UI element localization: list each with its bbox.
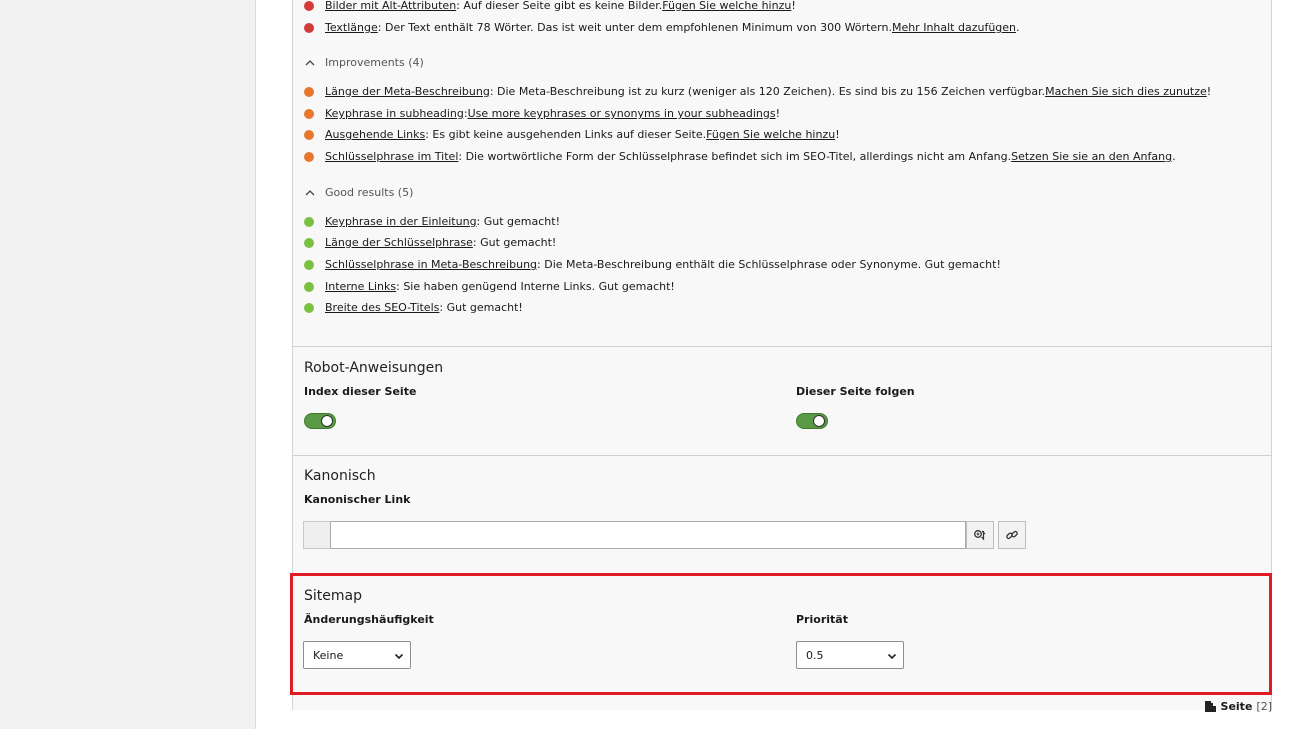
canonical-link-label: Kanonischer Link [304, 493, 411, 506]
priority-label: Priorität [796, 613, 848, 626]
assessment-link[interactable]: Keyphrase in der Einleitung [325, 215, 477, 228]
assessment-text: : Die wortwörtliche Form der Schlüsselphrase befindet sich im SEO-Titel, allerdings nicht am Anfang. [458, 150, 1012, 163]
section-divider [292, 455, 1272, 456]
assessment-text: : Die Meta-Beschreibung ist zu kurz (weniger als 120 Zeichen). Es sind bis zu 156 Zeichen verfügbar. [489, 85, 1046, 98]
change-frequency-label: Änderungshäufigkeit [304, 613, 434, 626]
page-record-indicator [1203, 700, 1272, 713]
assessment-link[interactable]: Textlänge [325, 21, 378, 34]
assessment-tail: ! [791, 0, 796, 12]
green-status-dot-icon [304, 238, 314, 248]
assessment-link[interactable]: Interne Links [325, 280, 397, 293]
orange-status-dot-icon [304, 87, 314, 97]
improvement-item [304, 128, 840, 142]
assessment-tail: . [1016, 21, 1020, 34]
orange-status-dot-icon [304, 109, 314, 119]
assessment-link[interactable]: Schlüsselphrase in Meta-Beschreibung [325, 258, 538, 271]
page-type-label: Seite [1220, 700, 1253, 713]
red-status-dot-icon [304, 23, 314, 33]
assessment-link[interactable]: Breite des SEO-Titels [325, 301, 440, 314]
assessment-text: : Gut gemacht! [476, 215, 561, 228]
robots-section-title: Robot-Anweisungen [304, 360, 444, 376]
improvement-item [304, 150, 1176, 164]
page-id: [2] [1256, 700, 1272, 713]
left-gutter [0, 0, 256, 729]
assessment-link[interactable]: Bilder mit Alt-Attributen [325, 0, 457, 12]
canonical-link-input[interactable] [330, 521, 966, 549]
assessment-text: : Es gibt keine ausgehenden Links auf dieser Seite. [425, 128, 707, 141]
orange-status-dot-icon [304, 130, 314, 140]
link-wizard-icon [973, 528, 987, 542]
red-status-dot-icon [304, 1, 314, 11]
orange-status-dot-icon [304, 152, 314, 162]
good-item [304, 301, 523, 315]
assessment-action-link[interactable]: Setzen Sie sie an den Anfang [1011, 150, 1173, 163]
problem-item [304, 0, 796, 13]
improvements-toggle[interactable] [304, 56, 424, 69]
url-prefix-box [303, 521, 331, 549]
link-chain-icon [1005, 528, 1019, 542]
chevron-up-icon [304, 188, 316, 198]
assessment-link[interactable]: Ausgehende Links [325, 128, 426, 141]
chevron-up-icon [304, 58, 316, 68]
green-status-dot-icon [304, 282, 314, 292]
sitemap-section-title: Sitemap [304, 588, 362, 604]
good-results-heading: Good results (5) [325, 186, 414, 199]
good-item [304, 236, 556, 250]
chevron-down-icon [887, 651, 897, 661]
follow-label: Dieser Seite folgen [796, 385, 915, 398]
assessment-text: : Gut gemacht! [472, 236, 557, 249]
assessment-text: : [463, 107, 468, 120]
good-item [304, 280, 675, 294]
link-button[interactable] [998, 521, 1026, 549]
assessment-text: : Gut gemacht! [439, 301, 523, 314]
good-item [304, 215, 560, 229]
assessment-action-link[interactable]: Use more keyphrases or synonyms in your subheadings [467, 107, 776, 120]
canonical-section-title: Kanonisch [304, 468, 376, 484]
follow-toggle[interactable] [796, 413, 828, 429]
assessment-tail: ! [835, 128, 840, 141]
toggle-knob [321, 415, 333, 427]
green-status-dot-icon [304, 260, 314, 270]
chevron-down-icon [394, 651, 404, 661]
assessment-text: : Auf dieser Seite gibt es keine Bilder. [456, 0, 663, 12]
green-status-dot-icon [304, 217, 314, 227]
assessment-link[interactable]: Länge der Schlüsselphrase [325, 236, 473, 249]
index-toggle[interactable] [304, 413, 336, 429]
assessment-action-link[interactable]: Mehr Inhalt dazufügen [891, 21, 1017, 34]
priority-select[interactable] [796, 641, 904, 669]
assessment-tail: ! [775, 107, 780, 120]
good-results-toggle[interactable] [304, 186, 413, 199]
index-label: Index dieser Seite [304, 385, 417, 398]
assessment-link[interactable]: Schlüsselphrase im Titel [325, 150, 459, 163]
assessment-link[interactable]: Länge der Meta-Beschreibung [325, 85, 490, 98]
sitemap-highlight-frame [290, 573, 1272, 695]
assessment-text: : Der Text enthält 78 Wörter. Das ist weit unter dem empfohlenen Minimum von 300 Wörtern. [377, 21, 892, 34]
assessment-link[interactable]: Keyphrase in subheading [325, 107, 464, 120]
change-frequency-select[interactable] [303, 641, 411, 669]
toggle-knob [813, 415, 825, 427]
assessment-text: : Sie haben genügend Interne Links. Gut gemacht! [396, 280, 675, 293]
priority-value: 0.5 [806, 648, 824, 662]
green-status-dot-icon [304, 303, 314, 313]
problem-item [304, 21, 1020, 35]
assessment-action-link[interactable]: Fügen Sie welche hinzu [662, 0, 792, 12]
improvement-item [304, 85, 1211, 99]
improvement-item [304, 107, 780, 121]
improvements-heading: Improvements (4) [325, 56, 424, 69]
assessment-action-link[interactable]: Fügen Sie welche hinzu [706, 128, 836, 141]
good-item [304, 258, 1001, 272]
page-icon [1203, 700, 1217, 713]
assessment-tail: . [1172, 150, 1176, 163]
section-divider [292, 346, 1272, 347]
link-wizard-button[interactable] [966, 521, 994, 549]
assessment-action-link[interactable]: Machen Sie sich dies zunutze [1045, 85, 1207, 98]
assessment-text: : Die Meta-Beschreibung enthält die Schlüsselphrase oder Synonyme. Gut gemacht! [537, 258, 1001, 271]
assessment-tail: ! [1206, 85, 1212, 98]
change-frequency-value: Keine [313, 648, 344, 662]
